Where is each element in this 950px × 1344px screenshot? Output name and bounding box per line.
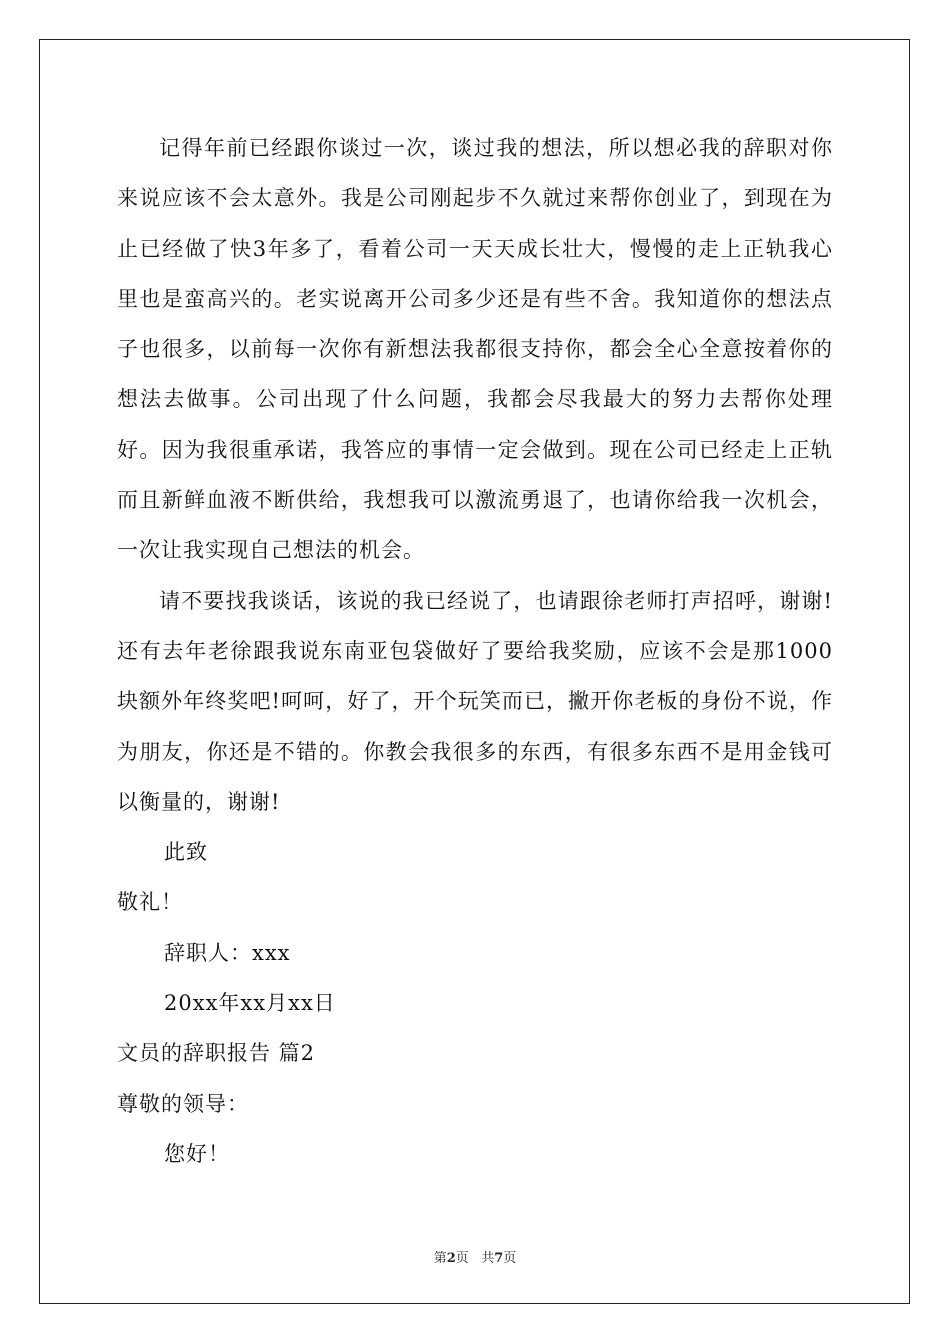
page-footer xyxy=(0,1247,950,1266)
date: 20xx年xx月xx日 xyxy=(164,991,336,1016)
closing-2: 敬礼！ xyxy=(117,890,183,915)
footer-page-suffix: 页 xyxy=(455,1251,469,1266)
salutation: 尊敬的领导： xyxy=(117,1091,249,1116)
footer-total-prefix: 共 xyxy=(481,1251,495,1266)
signer: 辞职人：xxx xyxy=(164,940,291,965)
footer-total-suffix: 页 xyxy=(503,1251,517,1266)
footer-prefix: 第 xyxy=(433,1251,447,1266)
paragraph-1: 记得年前已经跟你谈过一次，谈过我的想法，所以想必我的辞职对你来说应该不会太意外。我是公司刚起步不久就过来帮你创业了，到现在为止已经做了快3年多了，看着公司一天天成长壮大，慢慢的走上正轨我心里也是蛮高兴的。老实说离开公司多少还是有些不舍。我知道你的想法点子也很多，以前每一次你有新想法我都很支持你，都会全心全意按着你的想法去做事。公司出现了什么问题，我都会尽我最大的努力去帮你处理好。因为我很重承诺，我答应的事情一定会做到。现在公司已经走上正轨而且新鲜血液不断供给，我想我可以激流勇退了，也请你给我一次机会，一次让我实现自己想法的机会。 xyxy=(117,136,833,563)
footer-total-pages: 7 xyxy=(494,1251,504,1266)
greeting: 您好！ xyxy=(164,1141,230,1166)
paragraph-2: 请不要找我谈话，该说的我已经说了，也请跟徐老师打声招呼，谢谢!还有去年老徐跟我说东南亚包袋做好了要给我奖励，应该不会是那1000块额外年终奖吧!呵呵，好了，开个玩笑而已，撇开你老板的身份不说，作为朋友，你还是不错的。你教会我很多的东西，有很多东西不是用金钱可以衡量的，谢谢! xyxy=(117,588,833,814)
footer-page-number: 2 xyxy=(446,1251,456,1266)
closing-1: 此致 xyxy=(164,840,208,865)
document-body xyxy=(117,123,833,1179)
section-title: 文员的辞职报告 篇2 xyxy=(117,1041,316,1066)
